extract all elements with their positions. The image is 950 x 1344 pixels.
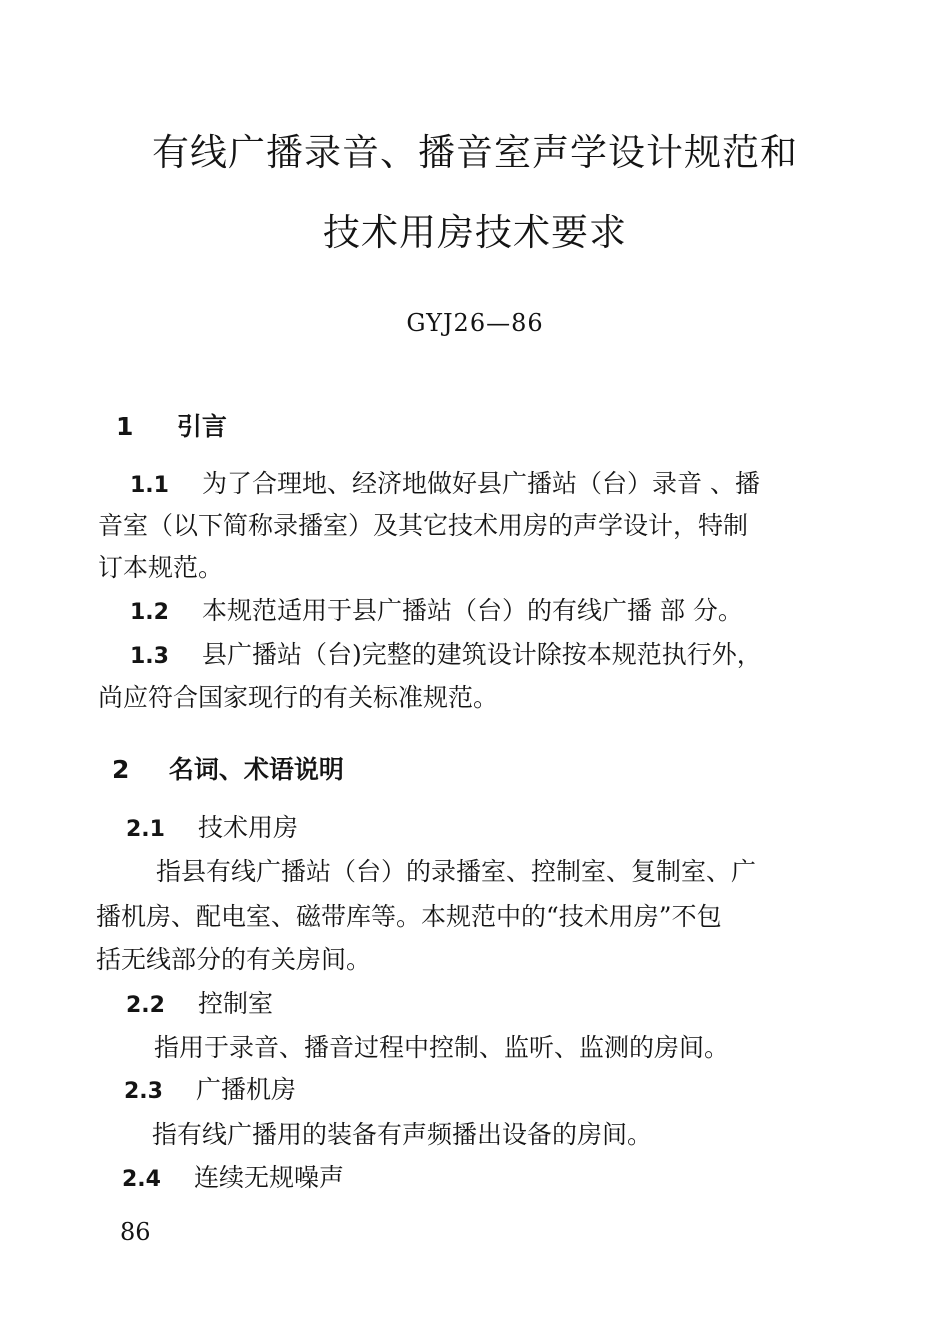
section-number: 1 [116, 412, 134, 441]
clause-term: 连续无规噪声 [194, 1163, 345, 1192]
clause-text: 本规范适用于县广播站（台）的有线广播 部 分。 [202, 596, 743, 625]
section-number: 2 [112, 755, 130, 784]
clause-2-3-term [124, 1072, 296, 1110]
clause-term: 技术用房 [198, 813, 299, 842]
clause-2-3-line-1: 指有线广播用的装备有声频播出设备的房间。 [152, 1120, 653, 1149]
section-2-heading [112, 752, 344, 788]
clause-2-2-line-1: 指用于录音、播音过程中控制、监听、监测的房间。 [154, 1033, 730, 1062]
section-title: 引言 [176, 412, 227, 441]
clause-term: 控制室 [198, 989, 274, 1018]
clause-2-1-line-2: 播机房、配电室、磁带库等。本规范中的“技术用房”不包 [96, 902, 722, 931]
clause-2-1-term [126, 810, 298, 848]
clause-number: 2.4 [122, 1167, 161, 1192]
clause-text: 县广播站（台)完整的建筑设计除按本规范执行外， [202, 640, 762, 669]
clause-2-4-term [122, 1160, 344, 1198]
section-title: 名词、术语说明 [168, 755, 344, 784]
section-1-heading [116, 409, 227, 445]
clause-2-1-line-3: 括无线部分的有关房间。 [96, 945, 372, 974]
page-number: 86 [120, 1218, 151, 1246]
clause-number: 2.2 [126, 993, 165, 1018]
clause-1-1-line-2: 音室（以下简称录播室）及其它技术用房的声学设计，特制 [98, 511, 749, 540]
document-title-line-1: 有线广播录音、播音室声学设计规范和 [152, 131, 798, 174]
clause-1-1-line-3: 订本规范。 [98, 553, 224, 582]
clause-text: 为了合理地、经济地做好县广播站（台）录音 、播 [202, 469, 760, 498]
document-title-line-2: 技术用房技术要求 [323, 211, 627, 254]
clause-1-2-line-1 [130, 593, 743, 631]
standard-code: GYJ26—86 [406, 309, 544, 337]
clause-1-3-line-2: 尚应符合国家现行的有关标准规范。 [98, 683, 499, 712]
clause-number: 1.1 [130, 473, 169, 498]
clause-number: 2.1 [126, 817, 165, 842]
clause-1-1-line-1 [130, 466, 760, 504]
clause-number: 1.3 [130, 644, 169, 669]
clause-1-3-line-1 [130, 637, 762, 675]
clause-2-2-term [126, 986, 273, 1024]
clause-number: 1.2 [130, 600, 169, 625]
clause-number: 2.3 [124, 1079, 163, 1104]
clause-2-1-line-1: 指县有线广播站（台）的录播室、控制室、复制室、广 [156, 857, 757, 886]
clause-term: 广播机房 [196, 1075, 297, 1104]
